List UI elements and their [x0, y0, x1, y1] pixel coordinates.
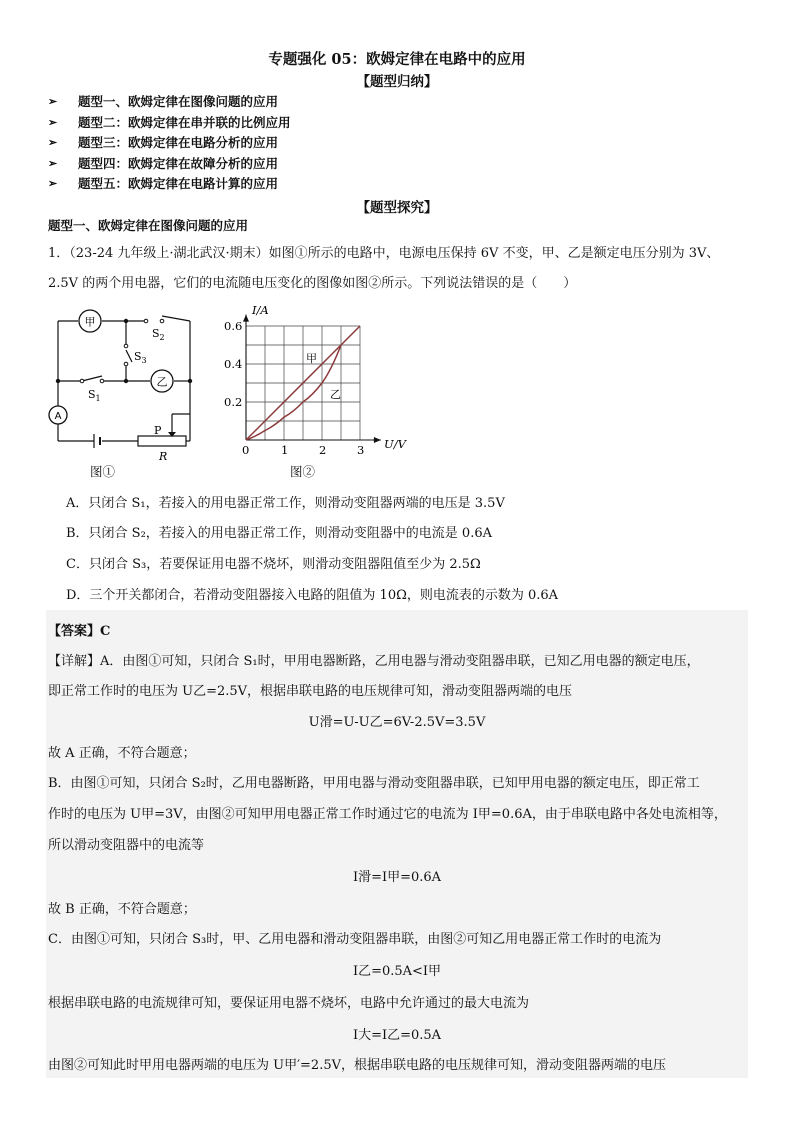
detail-c-line-3: 由图②可知此时甲用电器两端的电压为 U甲′=2.5V，根据串联电路的电压规律可知，滑动变阻器两端的电压 — [48, 1058, 666, 1073]
conclusion-b: 故 B 正确，不符合题意； — [48, 902, 196, 917]
chart-y-label: I/A — [252, 303, 269, 317]
x-axis-arrow-icon — [374, 437, 381, 443]
type-list-item: ➢ 题型一、欧姆定律在图像问题的应用 — [48, 92, 291, 113]
slider-p-label: P — [154, 424, 162, 437]
resistor-r-label: R — [159, 450, 168, 463]
switch-s1-label: $S_1$ — [88, 388, 101, 403]
option-c: C．只闭合 S₃，若要保证用电器不烧坏，则滑动变阻器阻值至少为 2.5Ω — [66, 557, 481, 572]
detail-b-line-3: 所以滑动变阻器中的电流等 — [48, 838, 205, 853]
detail-c-line-2: 根据串联电路的电流规律可知，要保证用电器不烧坏，电路中允许通过的最大电流为 — [48, 996, 530, 1011]
type-list-item: ➢ 题型三：欧姆定律在电路分析的应用 — [48, 133, 291, 154]
type-list — [48, 92, 291, 195]
type-list-item: ➢ 题型五：欧姆定律在电路计算的应用 — [48, 174, 291, 195]
equation-1: U滑=U-U乙=6V-2.5V=3.5V — [308, 715, 486, 730]
y-tick-label: 0.2 — [224, 395, 243, 409]
detail-line-2: 即正常工作时的电压为 U乙=2.5V，根据串联电路的电压规律可知，滑动变阻器两端的电压 — [48, 684, 573, 699]
rheostat-icon — [138, 436, 186, 446]
equation-4: I大=I乙=0.5A — [352, 1028, 442, 1043]
type-list-item: ➢ 题型二：欧姆定律在串并联的比例应用 — [48, 113, 291, 134]
equation-2: I滑=I甲=0.6A — [352, 870, 442, 885]
y-tick-label: 0.6 — [224, 319, 243, 333]
y-axis-arrow-icon — [243, 315, 249, 322]
section-summary-heading: 【题型归纳】 — [356, 74, 438, 90]
conclusion-a: 故 A 正确，不符合题意； — [48, 746, 196, 761]
page-title: 专题强化 05：欧姆定律在电路中的应用 — [268, 51, 526, 68]
device-jia-label: 甲 — [84, 315, 96, 329]
x-tick-label: 3 — [357, 443, 365, 457]
device-yi-label: 乙 — [156, 375, 168, 389]
chart-x-label: U/V — [384, 437, 406, 451]
option-a: A．只闭合 S₁，若接入的用电器正常工作，则滑动变阻器两端的电压是 3.5V — [66, 496, 505, 511]
ammeter-label: A — [54, 411, 62, 422]
figure2-caption: 图② — [290, 464, 316, 479]
type-list-item: ➢ 题型四：欧姆定律在故障分析的应用 — [48, 154, 291, 175]
option-b: B．只闭合 S₂，若接入的用电器正常工作，则滑动变阻器中的电流是 0.6A — [66, 526, 492, 541]
type1-heading: 题型一、欧姆定律在图像问题的应用 — [48, 218, 249, 233]
junction-dot — [56, 379, 60, 383]
switch-s3-label: $S_3$ — [134, 350, 147, 365]
iv-chart — [218, 300, 418, 460]
arrow-bullet-icon: ➢ — [48, 177, 58, 190]
x-tick-label: 1 — [281, 443, 289, 457]
chart-ticks — [224, 319, 364, 457]
junction-dot — [124, 379, 128, 383]
answer-label: 【答案】C — [48, 624, 111, 639]
series-label-yi: 乙 — [330, 388, 341, 401]
junction-dot — [188, 379, 192, 383]
x-tick-label: 2 — [319, 443, 327, 457]
arrow-bullet-icon: ➢ — [48, 115, 58, 129]
question-line-2: 2.5V 的两个用电器，它们的电流随电压变化的图像如图②所示。下列说法错误的是（ ） — [48, 276, 577, 291]
option-d: D．三个开关都闭合，若滑动变阻器接入电路的阻值为 10Ω，则电流表的示数为 0.6A — [66, 588, 559, 603]
detail-c-line-1: C．由图①可知，只闭合 S₃时，甲、乙用电器和滑动变阻器串联，由图②可知乙用电器正常工作时的电流为 — [48, 932, 662, 947]
detail-b-line-2: 作时的电压为 U甲=3V，由图②可知甲用电器正常工作时通过它的电流为 I甲=0.6A，由于串联电路中各处电流相等， — [48, 807, 727, 822]
y-tick-label: 0.4 — [224, 357, 243, 371]
switch-s2-label: $S_2$ — [152, 327, 165, 342]
arrow-bullet-icon: ➢ — [48, 156, 58, 170]
detail-b-line-1: B．由图①可知，只闭合 S₂时，乙用电器断路，甲用电器与滑动变阻器串联，已知甲用电器的额定电压，即正常工 — [48, 776, 700, 791]
arrow-bullet-icon: ➢ — [48, 136, 58, 149]
series-label-jia: 甲 — [306, 352, 317, 365]
detail-line-1: 【详解】A．由图①可知，只闭合 S₁时，甲用电器断路，乙用电器与滑动变阻器串联，已知乙用电器的额定电压， — [48, 654, 700, 669]
arrow-bullet-icon: ➢ — [48, 95, 58, 108]
figure1-caption: 图① — [90, 464, 116, 479]
junction-dot — [124, 319, 128, 323]
equation-3: I乙=0.5A<I甲 — [352, 964, 442, 979]
x-tick-label: 0 — [242, 443, 250, 457]
question-line-1: 1．（23-24 九年级上·湖北武汉·期末）如图①所示的电路中，电源电压保持 6V 不变，甲、乙是额定电压分别为 3V、 — [48, 246, 720, 261]
section-explore-heading: 【题型探究】 — [356, 200, 438, 216]
circuit-diagram — [46, 306, 206, 466]
